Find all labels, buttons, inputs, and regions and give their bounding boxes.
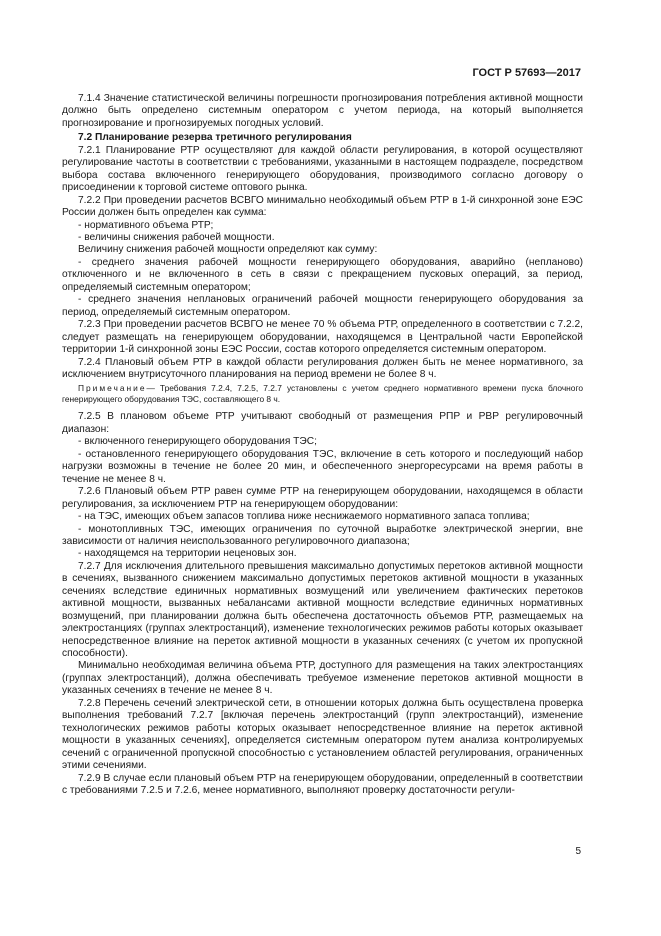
body-paragraph: - остановленного генерирующего оборудования ТЭС, включение в сеть которого и последующий набор нагрузки возможны в течение не более 20 мин, и обеспеченного энергоресурсами на время работы в течение не менее 8 ч. (62, 448, 583, 485)
body-paragraph: 7.2.6 Плановый объем РТР равен сумме РТР на генерирующем оборудовании, находящемся в области регулирования, за исключением РТР на генерирующем оборудовании: (62, 486, 583, 510)
body-paragraph: 7.2.2 При проведении расчетов ВСВГО минимально необходимый объем РТР в 1-й синхронной зоне ЕЭС России должен быть определен как сумма: (62, 194, 583, 219)
body-paragraph: 7.2.8 Перечень сечений электрической сети, в отношении которых должна быть осуществлена проверка выполнения требований 7.2.7 [включая перечень электростанций (групп электростанций), изменение технологических режимов работы которых оказывает непосредственное влияние на переток активной мощности в указанных сечениях], определяется системным оператором путем анализа контролируемых сечений с ограниченной пропускной способностью с установлением областей регулирования, ограниченных этими сечениями. (62, 697, 583, 772)
body-paragraph: - находящемся на территории неценовых зон. (78, 548, 297, 560)
body-paragraph: 7.2.5 В плановом объеме РТР учитывают свободный от размещения РПР и РВР регулировочный диапазон: (62, 411, 583, 435)
page-number: 5 (575, 846, 581, 857)
section-heading: 7.2 Планирование резерва третичного регулирования (78, 132, 352, 144)
body-paragraph: 7.1.4 Значение статистической величины погрешности прогнозирования потребления активной мощности должно быть определено системным оператором с учетом периода, на который выполняется прогнозирование и прогнозируемых погодных условий. (62, 93, 583, 129)
body-paragraph: 7.2.9 В случае если плановый объем РТР на генерирующем оборудовании, определенный в соответствии с требованиями 7.2.5 и 7.2.6, менее нормативного, выполняют проверку достаточности регули- (62, 772, 583, 797)
body-paragraph: - монотопливных ТЭС, имеющих ограничения по суточной выработке электрической энергии, вне зависимости от наличия неиспользованного регулировочного диапазона; (62, 523, 583, 547)
body-paragraph: - включенного генерирующего оборудования ТЭС; (78, 436, 317, 448)
document-code: ГОСТ Р 57693—2017 (472, 67, 581, 79)
body-paragraph: 7.2.1 Планирование РТР осуществляют для каждой области регулирования, в которой осуществляют регулирование частоты в соответствии с требованиями, указанными в настоящем подразделе, посредством выбора состава включенного генерирующего оборудования, производимого согласно договору о присоединении к торговой системе оптового рынка. (62, 144, 583, 194)
body-paragraph: Величину снижения рабочей мощности определяют как сумму: (78, 244, 378, 256)
body-paragraph: 7.2.7 Для исключения длительного превышения максимально допустимых перетоков активной мощности в сечениях, вызванного снижением максимально допустимых перетоков активной мощности в указанных сечениях вследствие единичных нормативных возмущений или увеличением фактических перетоков активной мощности, вызванных небалансами активной мощности вследствие единичных нормативных возмущений, при планировании должна быть обеспечена достаточность объемов РТР, размещаемых на электростанциях (группах электростанций), изменение технологических режимов работы которых оказывает непосредственное влияние на переток активной мощности в указанных сечениях (с учетом их пропускной способности). (62, 560, 583, 660)
note-label: Примечание (78, 383, 147, 394)
body-paragraph: 7.2.4 Плановый объем РТР в каждой области регулирования должен быть не менее нормативного, за исключением внутрисуточного планирования на период времени не более 8 ч. (62, 356, 583, 380)
body-paragraph: - величины снижения рабочей мощности. (78, 231, 275, 243)
note-paragraph (62, 383, 583, 405)
note-text: — Требования 7.2.4, 7.2.5, 7.2.7 установлены с учетом среднего нормативного времени пуска блочного генерирующего оборудования ТЭС, составляющего 8 ч. (62, 383, 583, 405)
body-paragraph: 7.2.3 При проведении расчетов ВСВГО не менее 70 % объема РТР, определенного в соответствии с 7.2.2, следует размещать на генерирующем оборудовании, находящемся в Центральной части Европейской территории 1-й синхронной зоны ЕЭС России, состав которого определяется системным оператором. (62, 319, 583, 356)
body-paragraph: - на ТЭС, имеющих объем запасов топлива ниже неснижаемого нормативного запаса топлива; (78, 511, 530, 523)
document-body (62, 93, 583, 797)
body-paragraph: - среднего значения неплановых ограничений рабочей мощности генерирующего оборудования за период, определяемый системным оператором. (62, 294, 583, 318)
body-paragraph: - нормативного объема РТР; (78, 219, 214, 231)
body-paragraph: Минимально необходимая величина объема РТР, доступного для размещения на таких электростанциях (группах электростанций), должна обеспечивать требуемое изменение перетоков активной мощности в указанных сечениях в течение не менее 8 ч. (62, 660, 583, 697)
body-paragraph: - среднего значения рабочей мощности генерирующего оборудования, аварийно (непланово) отключенного и не включенного в сеть в связи с прекращением пусковых операций, за период, определяемый системным оператором; (62, 256, 583, 293)
